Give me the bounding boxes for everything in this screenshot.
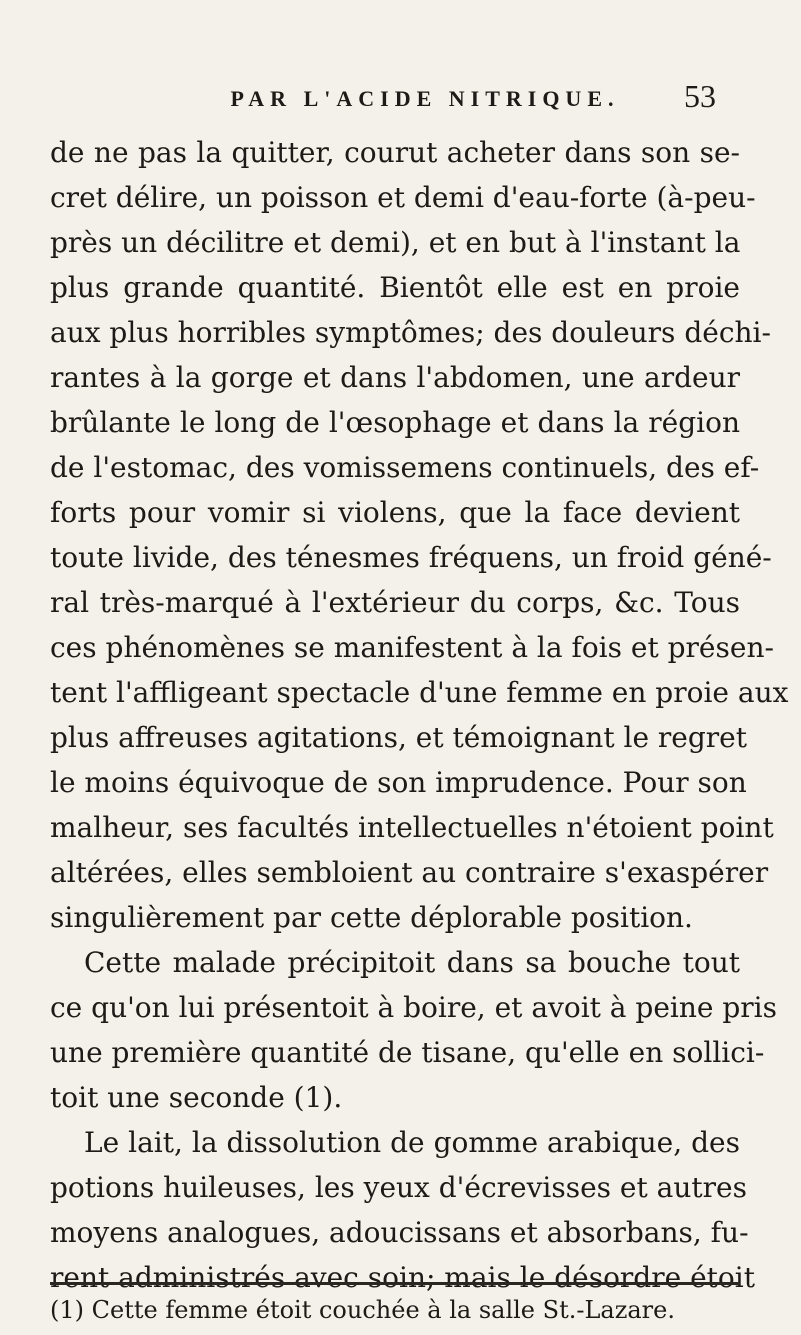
page-number: 53 — [684, 78, 716, 114]
text-line: moyens analogues, adoucissans et absorbans, fu- — [50, 1216, 749, 1249]
text-line: toute livide, des ténesmes fréquens, un froid géné- — [50, 541, 772, 574]
text-line: forts pour vomir si violens, que la face devient — [50, 496, 740, 529]
text-line: brûlante le long de l'œsophage et dans la région — [50, 406, 740, 439]
text-line: ce qu'on lui présentoit à boire, et avoit à peine pris — [50, 991, 777, 1024]
text-line: Cette malade précipitoit dans sa bouche tout — [84, 946, 740, 979]
text-line: altérées, elles sembloient au contraire s'exaspérer — [50, 856, 769, 889]
running-title: PAR L'ACIDE NITRIQUE. — [230, 86, 620, 111]
body-text — [50, 130, 789, 1300]
text-line: de l'estomac, des vomissemens continuels, des ef- — [50, 451, 760, 484]
text-line: le moins équivoque de son imprudence. Pour son — [50, 766, 747, 799]
text-line: potions huileuses, les yeux d'écrevisses et autres — [50, 1171, 747, 1204]
text-line: rantes à la gorge et dans l'abdomen, une ardeur — [50, 361, 740, 394]
text-line: une première quantité de tisane, qu'elle en sollici- — [50, 1036, 765, 1069]
text-line: cret délire, un poisson et demi d'eau-forte (à-peu- — [50, 181, 756, 214]
text-line: toit une seconde (1). — [50, 1081, 343, 1114]
text-line: près un décilitre et demi), et en but à l'instant la — [50, 226, 741, 259]
text-line: tent l'affligeant spectacle d'une femme en proie aux — [50, 676, 789, 709]
text-line: ces phénomènes se manifestent à la fois et présen- — [50, 631, 774, 664]
footnote: (1) Cette femme étoit couchée à la salle St.-Lazare. — [50, 1296, 675, 1324]
text-line: ral très-marqué à l'extérieur du corps, &c. Tous — [50, 586, 740, 619]
footnote-rule — [50, 1282, 740, 1285]
text-line: rent administrés avec soin; mais le désordre étoit — [50, 1261, 755, 1294]
text-line: de ne pas la quitter, courut acheter dans son se- — [50, 136, 740, 169]
text-line: aux plus horribles symptômes; des douleurs déchi- — [50, 316, 771, 349]
text-line: plus affreuses agitations, et témoignant le regret — [50, 721, 748, 754]
text-line: Le lait, la dissolution de gomme arabique, des — [84, 1126, 740, 1159]
text-line: singulièrement par cette déplorable position. — [50, 901, 693, 934]
text-line: malheur, ses facultés intellectuelles n'étoient point — [50, 811, 774, 844]
text-line: plus grande quantité. Bientôt elle est en proie — [50, 271, 740, 304]
